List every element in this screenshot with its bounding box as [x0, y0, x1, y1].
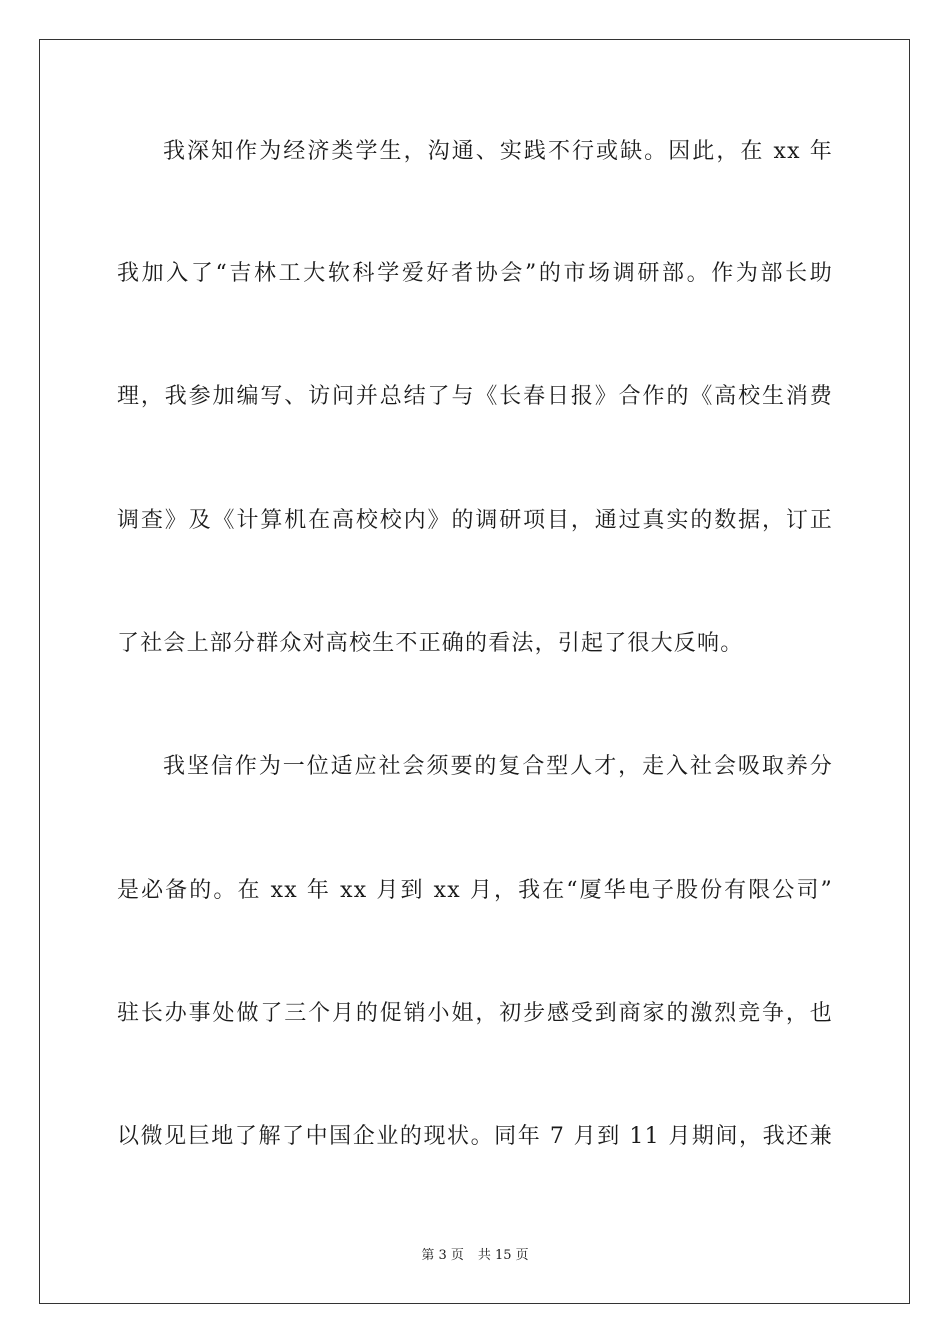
paragraph-1-line-3: 理，我参加编写、访问并总结了与《长春日报》合作的《高校生消费	[117, 384, 833, 409]
page-footer	[0, 1247, 950, 1265]
paragraph-1-line-4: 调查》及《计算机在高校校内》的调研项目，通过真实的数据，订正	[117, 508, 833, 533]
paragraph-2-line-3: 驻长办事处做了三个月的促销小姐，初步感受到商家的激烈竞争，也	[117, 1001, 833, 1026]
page-total: 共 15 页	[477, 1248, 529, 1263]
paragraph-2-line-1: 我坚信作为一位适应社会须要的复合型人才，走入社会吸取养分	[163, 754, 833, 779]
paragraph-1-line-1: 我深知作为经济类学生，沟通、实践不行或缺。因此，在 xx 年	[163, 139, 833, 164]
paragraph-2-line-2: 是必备的。在 xx 年 xx 月到 xx 月，我在“厦华电子股份有限公司”	[117, 878, 833, 903]
paragraph-2-line-4: 以微见巨地了解了中国企业的现状。同年 7 月到 11 月期间，我还兼	[117, 1124, 833, 1149]
page-number: 第 3 页	[421, 1248, 464, 1263]
page-border	[39, 39, 910, 1304]
paragraph-1-line-5: 了社会上部分群众对高校生不正确的看法，引起了很大反响。	[117, 631, 744, 656]
paragraph-1-line-2: 我加入了“吉林工大软科学爱好者协会”的市场调研部。作为部长助	[117, 261, 833, 286]
